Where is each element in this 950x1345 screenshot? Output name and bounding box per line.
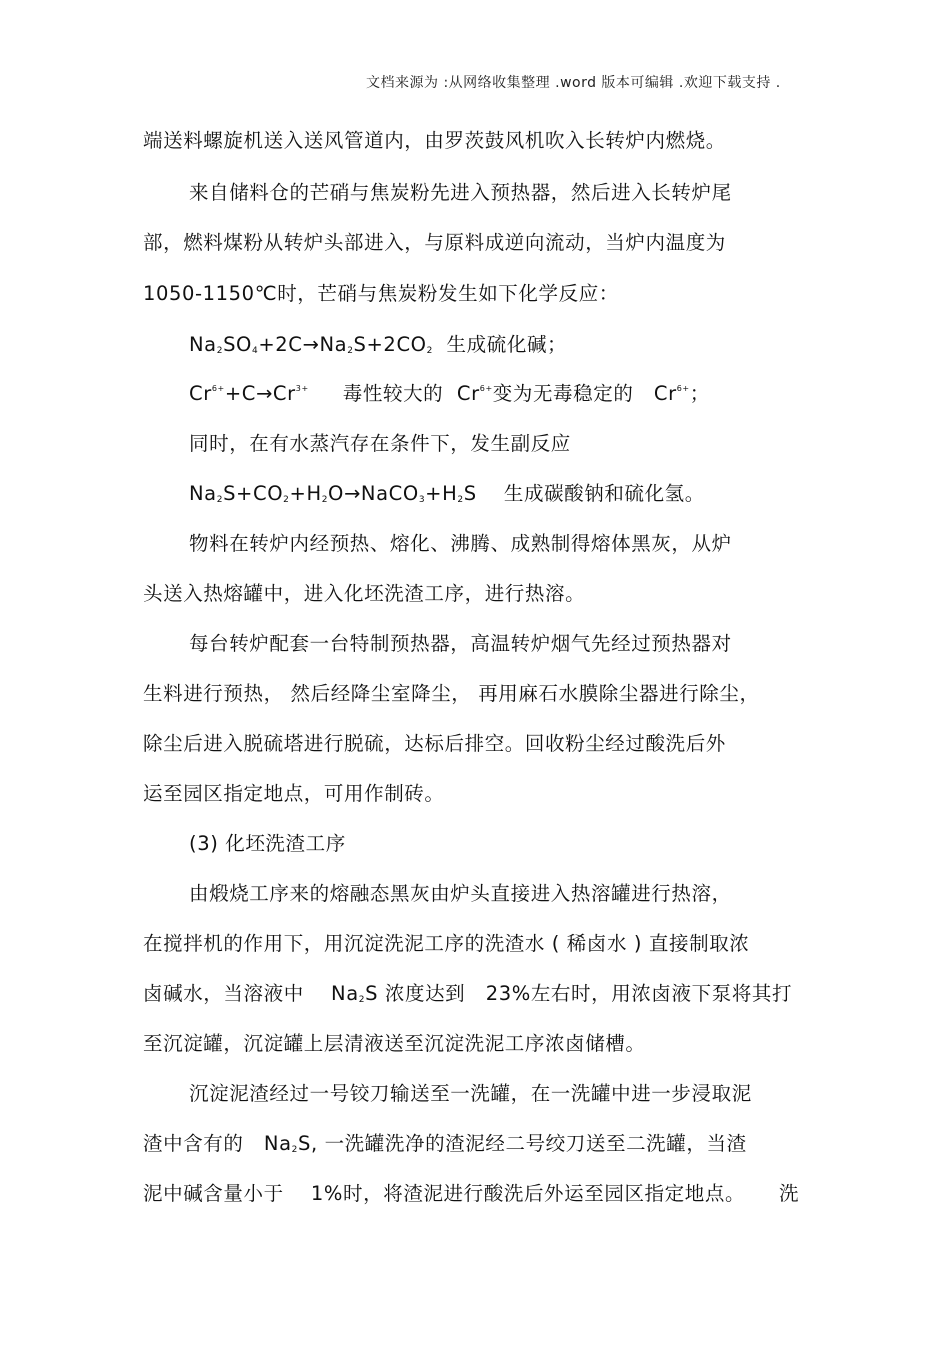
paragraph-line: 头送入热熔罐中，进入化坯洗渣工序，进行热溶。 [143, 582, 586, 605]
paragraph-line: 泥中碱含量小于 1%时，将渣泥进行酸洗后外运至园区指定地点。 洗 [143, 1182, 800, 1205]
paragraph-line: 至沉淀罐，沉淀罐上层清液送至沉淀洗泥工序浓卤储槽。 [143, 1032, 646, 1055]
chemical-equation: $Cr^{6+}+C\to Cr^{3+}$ 毒性较大的 $Cr^{6+}$变为无毒稳定的 $Cr^{6+}$； [189, 382, 710, 405]
paragraph-line: 沉淀泥渣经过一号铰刀输送至一洗罐，在一洗罐中进一步浸取泥 [189, 1082, 752, 1105]
paragraph-line: 来自储料仓的芒硝与焦炭粉先进入预热器，然后进入长转炉尾 [189, 181, 732, 204]
paragraph-line: 在搅拌机的作用下，用沉淀洗泥工序的洗渣水 ( 稀卤水 ) 直接制取浓 [143, 932, 750, 955]
paragraph-line: 除尘后进入脱硫塔进行脱硫，达标后排空。回收粉尘经过酸洗后外 [143, 732, 726, 755]
paragraph-line: 物料在转炉内经预热、熔化、沸腾、成熟制得熔体黑灰，从炉 [189, 532, 732, 555]
chemical-equation: $Na_2S+CO_2+H_2O\to NaCO_3+H_2S$ 生成碳酸钠和硫化氢。 [189, 482, 705, 505]
paragraph-line: 由煅烧工序来的熔融态黑灰由炉头直接进入热溶罐进行热溶， [189, 882, 732, 905]
paragraph-line: 同时，在有水蒸汽存在条件下，发生副反应 [189, 432, 571, 455]
paragraph-line: 渣中含有的 $Na_2S$, 一洗罐洗净的渣泥经二号绞刀送至二洗罐，当渣 [143, 1132, 747, 1155]
chemical-equation: $Na_2SO_4+2C\to Na_2S+2CO_2$ 生成硫化碱； [189, 333, 568, 356]
paragraph-line: 生料进行预热， 然后经降尘室降尘， 再用麻石水膜除尘器进行除尘， [143, 682, 760, 705]
page-header: 文档来源为 :从网络收集整理 .word 版本可编辑 .欢迎下载支持 . [366, 75, 781, 91]
paragraph-line: 部，燃料煤粉从转炉头部进入，与原料成逆向流动，当炉内温度为 [143, 231, 726, 254]
section-heading: (3) 化坯洗渣工序 [189, 832, 346, 855]
paragraph-line: 1050-1150℃时，芒硝与焦炭粉发生如下化学反应： [143, 282, 619, 305]
paragraph-line: 端送料螺旋机送入送风管道内，由罗茨鼓风机吹入长转炉内燃烧。 [143, 129, 726, 152]
paragraph-line: 卤碱水，当溶液中 $Na_2S$ 浓度达到 23%左右时，用浓卤液下泵将其打 [143, 982, 793, 1005]
paragraph-line: 每台转炉配套一台特制预热器，高温转炉烟气先经过预热器对 [189, 632, 732, 655]
paragraph-line: 运至园区指定地点，可用作制砖。 [143, 782, 445, 805]
